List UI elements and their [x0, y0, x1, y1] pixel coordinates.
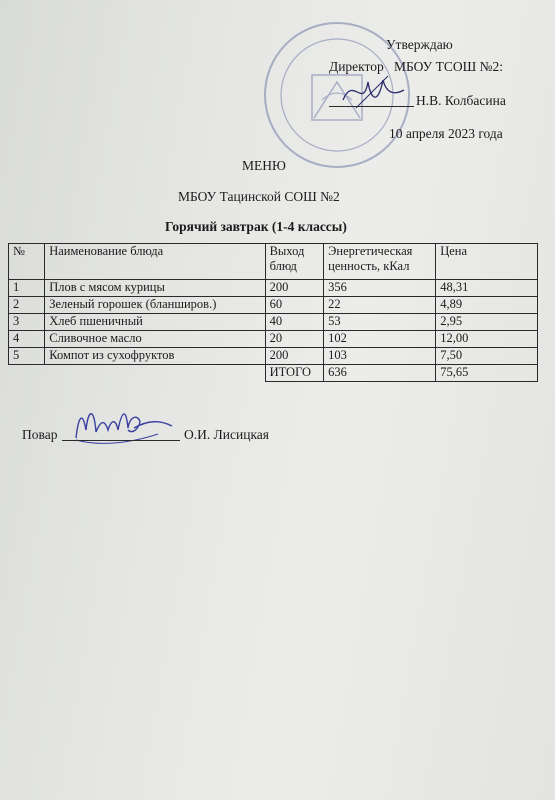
row-number: 4: [9, 331, 45, 348]
row-portion: 60: [265, 297, 324, 314]
row-energy: 356: [324, 280, 436, 297]
document-title: МЕНЮ: [242, 158, 286, 173]
table-row: [9, 348, 538, 365]
row-price: 2,95: [436, 314, 538, 331]
header-price: Цена: [436, 244, 538, 280]
header-energy: Энергетическая ценность, кКал: [324, 244, 436, 280]
header-dish-name: Наименование блюда: [45, 244, 265, 280]
row-dish-name: Хлеб пшеничный: [45, 314, 265, 331]
cook-signature: [68, 400, 180, 450]
cook-name: О.И. Лисицкая: [184, 427, 270, 442]
meal-subtitle: Горячий завтрак (1-4 классы): [165, 219, 347, 234]
row-price: 4,89: [436, 297, 538, 314]
row-portion: 40: [265, 314, 324, 331]
row-energy: 22: [324, 297, 436, 314]
row-dish-name: Компот из сухофруктов: [45, 348, 265, 365]
cook-label: Повар: [22, 427, 58, 442]
row-number: 3: [9, 314, 45, 331]
header-number: №: [9, 244, 45, 280]
director-name: Н.В. Колбасина: [416, 93, 506, 108]
row-number: 2: [9, 297, 45, 314]
approve-label: Утверждаю: [386, 37, 453, 52]
total-price: 75,65: [436, 365, 538, 382]
row-portion: 20: [265, 331, 324, 348]
row-price: 7,50: [436, 348, 538, 365]
row-dish-name: Плов с мясом курицы: [45, 280, 265, 297]
row-price: 48,31: [436, 280, 538, 297]
menu-table: [8, 243, 538, 382]
row-dish-name: Зеленый горошек (бланширов.): [45, 297, 265, 314]
row-portion: 200: [265, 348, 324, 365]
table-row: [9, 314, 538, 331]
row-energy: 102: [324, 331, 436, 348]
header-portion: Выход блюд: [265, 244, 324, 280]
table-row: [9, 280, 538, 297]
signature-line-cook: [62, 440, 180, 441]
row-energy: 53: [324, 314, 436, 331]
row-number: 1: [9, 280, 45, 297]
table-row: [9, 297, 538, 314]
total-spacer: [9, 365, 266, 382]
row-price: 12,00: [436, 331, 538, 348]
director-signature: [338, 70, 408, 115]
row-dish-name: Сливочное масло: [45, 331, 265, 348]
approval-date: 10 апреля 2023 года: [389, 126, 503, 141]
table-total-row: [9, 365, 538, 382]
total-energy: 636: [324, 365, 436, 382]
signature-line-director: [329, 106, 414, 107]
table-header-row: [9, 244, 538, 280]
total-label: ИТОГО: [265, 365, 324, 382]
row-energy: 103: [324, 348, 436, 365]
director-label: Директор: [329, 59, 384, 74]
row-portion: 200: [265, 280, 324, 297]
row-number: 5: [9, 348, 45, 365]
table-row: [9, 331, 538, 348]
school-name: МБОУ Тацинской СОШ №2: [178, 189, 340, 204]
school-short-name: МБОУ ТСОШ №2:: [394, 59, 503, 74]
